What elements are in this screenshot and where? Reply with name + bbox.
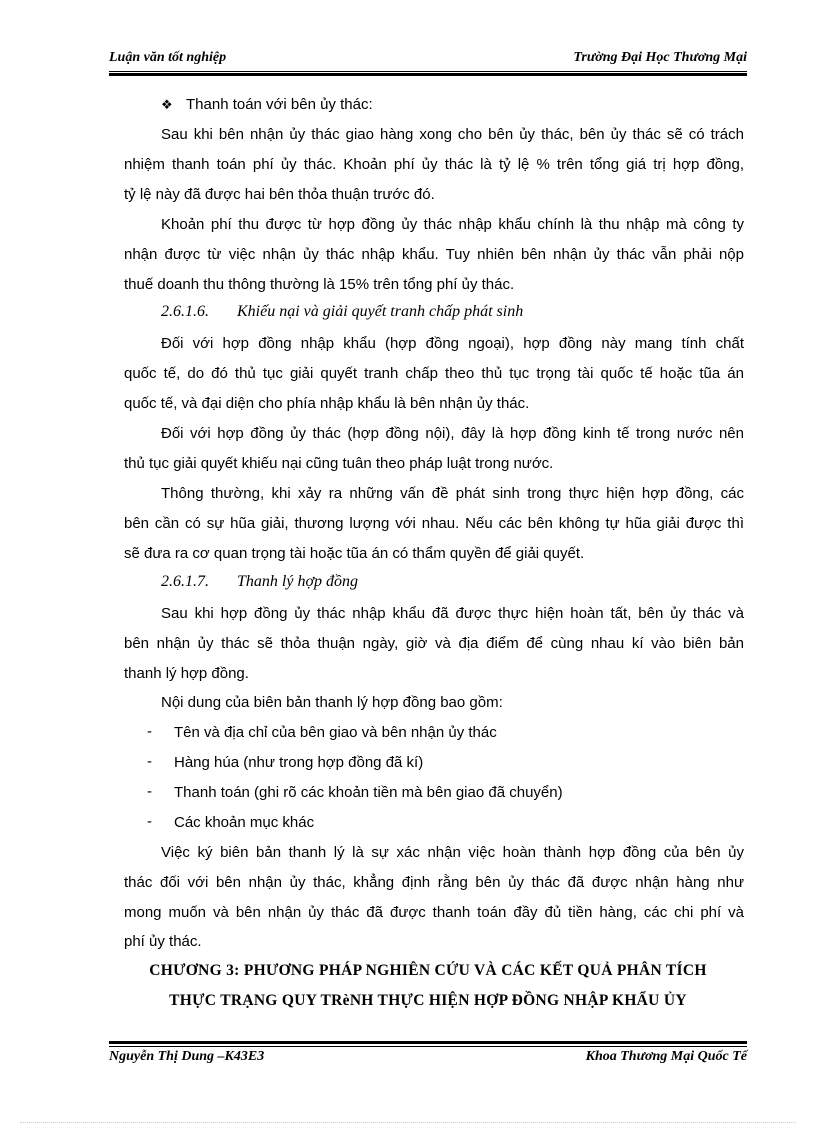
list-item: Hàng húa (như trong hợp đồng đã kí): [174, 754, 424, 771]
footer-left-text: Nguyễn Thị Dung –K43E3: [109, 1049, 265, 1064]
header-rule-thick: [109, 73, 747, 76]
para3-line3: quốc tế, và đại diện cho phía nhập khẩu là bên nhận ủy thác.: [124, 395, 530, 412]
list-dash: -: [147, 783, 152, 800]
para8-line3: mong muốn và bên nhận ủy thác đã được thanh toán đầy đủ tiền hàng, các chi phí và: [124, 904, 744, 921]
footer-rule-thin: [109, 1046, 747, 1047]
footer-rule-thick: [109, 1041, 747, 1044]
para5-line1: Thông thường, khi xảy ra những vấn đề phát sinh trong thực hiện hợp đồng, các: [161, 485, 744, 502]
section-title: Khiếu nại và giải quyết tranh chấp phát sinh: [237, 303, 524, 320]
para2-line2: nhận được từ việc nhận ủy thác nhập khẩu. Tuy nhiên bên nhận ủy thác vẫn phải nộp: [124, 246, 744, 263]
para4-line1: Đối với hợp đồng ủy thác (hợp đồng nội), đây là hợp đồng kinh tế trong nước nên: [161, 425, 744, 442]
list-item: Tên và địa chỉ của bên giao và bên nhận ủy thác: [174, 724, 497, 741]
para2-line1: Khoản phí thu được từ hợp đồng ủy thác nhập khẩu chính là thu nhập mà công ty: [161, 216, 744, 233]
para8-line2: thác đối với bên nhận ủy thác, khẳng định rằng bên ủy thác đã được nhận hàng như: [124, 874, 744, 891]
para4-line2: thủ tục giải quyết khiếu nại cũng tuân theo pháp luật trong nước.: [124, 455, 554, 472]
para1-line2: nhiệm thanh toán phí ủy thác. Khoản phí ủy thác là tỷ lệ % trên tổng giá trị hợp đồng,: [124, 156, 744, 173]
para6-line1: Sau khi hợp đồng ủy thác nhập khẩu đã được thực hiện hoàn tất, bên ủy thác và: [161, 605, 744, 622]
bullet-heading: Thanh toán với bên ủy thác:: [186, 96, 373, 113]
para5-line2: bên cần có sự hũa giải, thương lượng với nhau. Nếu các bên không tự hũa giải được thì: [124, 515, 744, 532]
list-dash: -: [147, 723, 152, 740]
header-rule-thin: [109, 71, 747, 72]
para2-line3: thuế doanh thu thông thường là 15% trên tổng phí ủy thác.: [124, 276, 515, 293]
para3-line1: Đối với hợp đồng nhập khẩu (hợp đồng ngoại), hợp đồng này mang tính chất: [161, 335, 744, 352]
para7: Nội dung của biên bản thanh lý hợp đồng bao gồm:: [161, 694, 503, 711]
section-title: Thanh lý hợp đồng: [237, 573, 358, 590]
page-footer: [109, 1049, 747, 1069]
list-dash: -: [147, 753, 152, 770]
para8-line1: Việc ký biên bản thanh lý là sự xác nhận việc hoàn thành hợp đồng của bên ủy: [161, 844, 744, 861]
para5-line3: sẽ đưa ra cơ quan trọng tài hoặc tũa án có thẩm quyền để giải quyết.: [124, 545, 585, 562]
page-header: [109, 50, 747, 70]
para1-line3: tỷ lệ này đã được hai bên thỏa thuận trước đó.: [124, 186, 435, 203]
para6-line3: thanh lý hợp đồng.: [124, 665, 249, 682]
diamond-bullet-icon: ❖: [161, 97, 173, 112]
section-number: 2.6.1.7.: [161, 573, 209, 590]
chapter-heading-line1: CHƯƠNG 3: PHƯƠNG PHÁP NGHIÊN CỨU VÀ CÁC KẾT QUẢ PHÂN TÍCH: [149, 962, 707, 979]
header-right-text: Trường Đại Học Thương Mại: [573, 50, 747, 65]
para6-line2: bên nhận ủy thác sẽ thỏa thuận ngày, giờ và địa điểm để cùng nhau kí vào biên bản: [124, 635, 744, 652]
list-dash: -: [147, 813, 152, 830]
header-left-text: Luận văn tốt nghiệp: [109, 50, 227, 65]
list-item: Thanh toán (ghi rõ các khoản tiền mà bên giao đã chuyển): [174, 784, 563, 801]
section-number: 2.6.1.6.: [161, 303, 209, 320]
list-item: Các khoản mục khác: [174, 814, 315, 831]
para3-line2: quốc tế, do đó thủ tục giải quyết tranh chấp theo thủ tục trọng tài quốc tế hoặc tũa án: [124, 365, 744, 382]
chapter-heading-line2: THỰC TRẠNG QUY TRèNH THỰC HIỆN HỢP ĐỒNG NHẬP KHẨU ỦY: [169, 992, 687, 1009]
footer-right-text: Khoa Thương Mại Quốc Tế: [585, 1049, 747, 1064]
para1-line1: Sau khi bên nhận ủy thác giao hàng xong cho bên ủy thác, bên ủy thác sẽ có trách: [161, 126, 744, 143]
para8-line4: phí ủy thác.: [124, 933, 202, 950]
